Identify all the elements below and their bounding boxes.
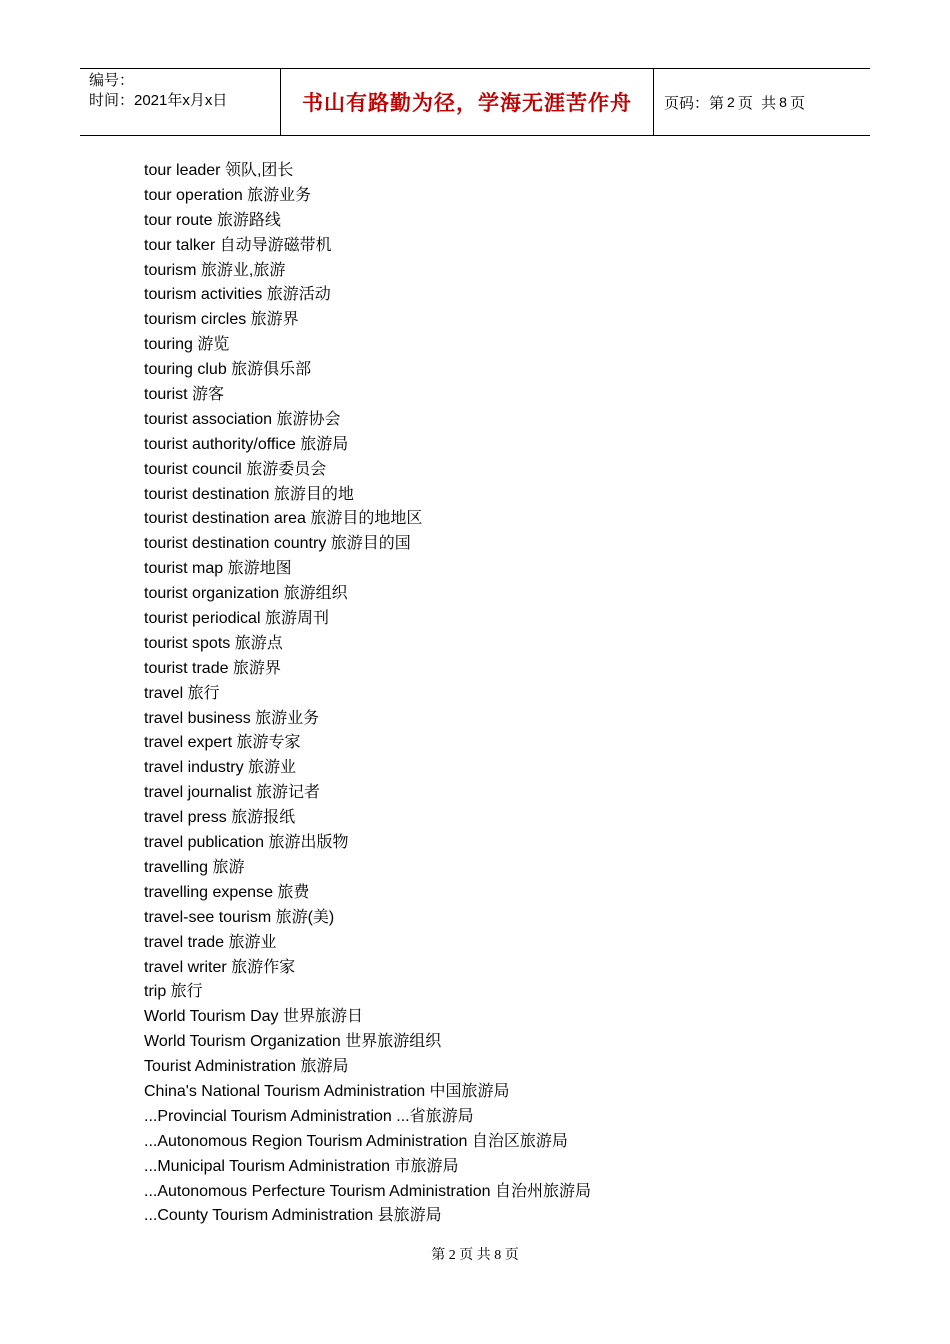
vocab-entry: ...Provincial Tourism Administration ...省旅游局	[144, 1107, 474, 1125]
vocab-entry: travelling 旅游	[144, 858, 245, 876]
vocab-entry: tourist periodical 旅游周刊	[144, 610, 329, 628]
page-end: 页	[789, 94, 805, 112]
vocab-entry: World Tourism Day 世界旅游日	[144, 1008, 364, 1026]
page-label: 页码：第	[664, 94, 725, 112]
vocab-entry: tourist spots 旅游点	[144, 634, 283, 652]
vocab-entry: tourist trade 旅游界	[144, 659, 281, 677]
vocab-entry: tourist organization 旅游组织	[144, 585, 348, 603]
vocab-entry: Tourist Administration 旅游局	[144, 1058, 349, 1076]
header-motto: 书山有路勤为径，学海无涯苦作舟	[281, 69, 654, 135]
page-mid: 页 共	[737, 94, 777, 112]
vocab-entry: tourist destination country 旅游目的国	[144, 535, 411, 553]
vocab-entry: travel expert 旅游专家	[144, 734, 301, 752]
vocab-entry: travel trade 旅游业	[144, 933, 277, 951]
vocab-entry: tour operation 旅游业务	[144, 186, 312, 204]
vocab-entry: tourist destination 旅游目的地	[144, 485, 354, 503]
vocab-entry: tour talker 自动导游磁带机	[144, 236, 332, 254]
vocab-entry: travel writer 旅游作家	[144, 958, 296, 976]
page-total: 8	[779, 94, 787, 110]
vocab-entry: ...Municipal Tourism Administration 市旅游局	[144, 1157, 459, 1175]
vocab-entry: ...Autonomous Region Tourism Administration 自治区旅游局	[144, 1132, 568, 1150]
vocab-entry: tourist map 旅游地图	[144, 560, 292, 578]
page-footer: 第 2 页 共 8 页	[431, 1248, 519, 1263]
vocab-entry: tourist destination area 旅游目的地地区	[144, 510, 423, 528]
vocab-entry: China's National Tourism Administration 中国旅游局	[144, 1082, 510, 1100]
vocab-entry: tour leader 领队,团长	[144, 162, 294, 179]
vocab-entry: travelling expense 旅费	[144, 883, 310, 901]
vocab-entry: tour route 旅游路线	[144, 211, 281, 229]
vocab-entry: travel-see tourism 旅游(美)	[144, 908, 335, 926]
vocab-entry: ...Autonomous Perfecture Tourism Administration 自治州旅游局	[144, 1182, 591, 1200]
code-label: 编号：	[89, 72, 135, 89]
vocab-entry: travel press 旅游报纸	[144, 809, 296, 827]
vocabulary-list	[144, 159, 864, 1229]
page-header	[80, 68, 870, 136]
vocab-entry: World Tourism Organization 世界旅游组织	[144, 1033, 442, 1051]
vocab-entry: touring club 旅游俱乐部	[144, 361, 312, 379]
page-current: 2	[727, 94, 735, 110]
header-info-cell	[80, 69, 281, 135]
header-page-number	[654, 69, 870, 135]
vocab-entry: touring 游览	[144, 336, 230, 354]
vocab-entry: tourism activities 旅游活动	[144, 286, 331, 304]
vocab-entry: travel publication 旅游出版物	[144, 834, 349, 852]
date-text: 时间：2021年x月x日	[89, 92, 228, 109]
vocab-entry: tourist authority/office 旅游局	[144, 435, 349, 453]
vocab-entry: tourism 旅游业,旅游	[144, 261, 286, 279]
vocab-entry: travel 旅行	[144, 684, 220, 702]
vocab-entry: travel business 旅游业务	[144, 709, 320, 727]
vocab-entry: travel industry 旅游业	[144, 759, 297, 777]
vocab-entry: tourist 游客	[144, 386, 225, 404]
vocab-entry: travel journalist 旅游记者	[144, 784, 321, 802]
vocab-entry: ...County Tourism Administration 县旅游局	[144, 1207, 442, 1225]
vocab-entry: tourist association 旅游协会	[144, 410, 341, 428]
vocab-entry: tourist council 旅游委员会	[144, 460, 327, 478]
vocab-entry: trip 旅行	[144, 983, 203, 1001]
vocab-entry: tourism circles 旅游界	[144, 311, 299, 329]
